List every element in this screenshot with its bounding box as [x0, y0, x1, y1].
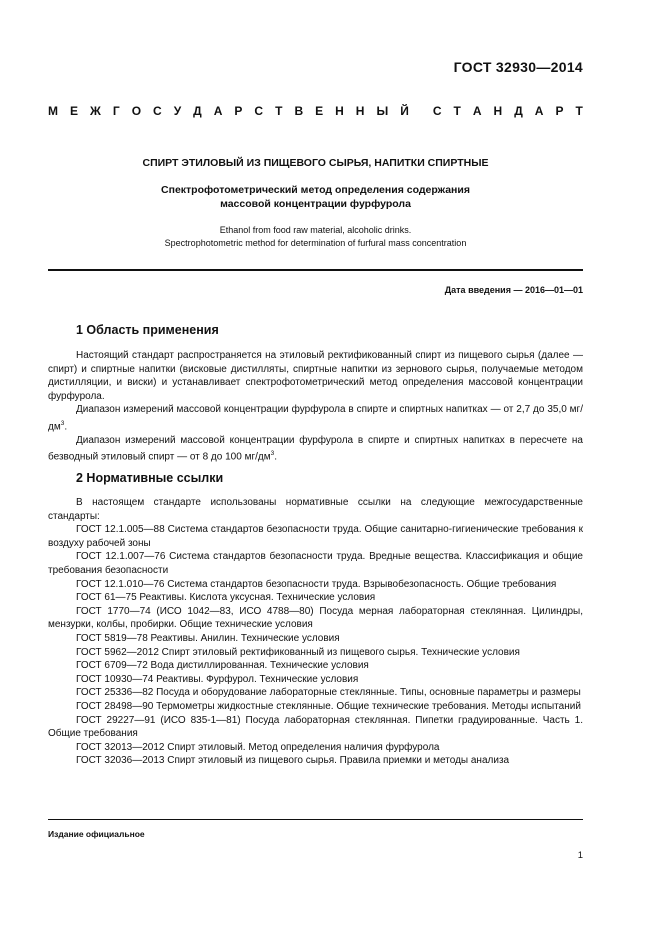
- reference-item: ГОСТ 25336—82 Посуда и оборудование лабораторные стеклянные. Типы, основные параметры и размеры: [76, 687, 581, 699]
- footer-rule: [48, 819, 583, 820]
- standard-type-letter: М: [48, 104, 58, 118]
- standard-type-letter: У: [173, 104, 182, 118]
- reference-item: ГОСТ 1770—74 (ИСО 1042—83, ИСО 4788—80) Посуда мерная лабораторная стеклянная. Цилиндры, мензурки, колбы, пробирки. Общие технические условия: [48, 605, 583, 631]
- page-number: 1: [577, 850, 583, 861]
- reference-item: ГОСТ 10930—74 Реактивы. Фурфурол. Технические условия: [76, 673, 359, 685]
- reference-item: ГОСТ 32013—2012 Спирт этиловый. Метод определения наличия фурфурола: [76, 741, 440, 753]
- standard-type-letter: С: [432, 104, 442, 118]
- document-title: СПИРТ ЭТИЛОВЫЙ ИЗ ПИЩЕВОГО СЫРЬЯ, НАПИТКИ СПИРТНЫЕ: [142, 157, 489, 169]
- standard-type-letter: Р: [234, 104, 243, 118]
- standard-type-letter: А: [213, 104, 223, 118]
- english-title-line: Ethanol from food raw material, alcoholic drinks.: [219, 225, 412, 235]
- standard-type-letter: Е: [70, 104, 79, 118]
- reference-item: ГОСТ 12.1.007—76 Система стандартов безопасности труда. Вредные вещества. Классификация и общие требования безопасности: [48, 551, 583, 576]
- standard-type-letter: Г: [112, 104, 120, 118]
- section-2-body: [48, 496, 583, 768]
- superscript: 3: [270, 450, 275, 458]
- paragraph: В настоящем стандарте использованы нормативные ссылки на следующие межгосударственные стандарты:: [48, 497, 583, 522]
- standard-type-letter: С: [254, 104, 264, 118]
- subtitle-line: Спектрофотометрический метод определения содержания: [161, 184, 470, 196]
- paragraph-end: .: [64, 421, 68, 433]
- standard-type-letter: Й: [400, 104, 409, 118]
- section-2-heading: 2 Нормативные ссылки: [76, 471, 224, 485]
- standard-type-letter: Ж: [90, 104, 101, 118]
- reference-item: ГОСТ 61—75 Реактивы. Кислота уксусная. Технические условия: [76, 592, 376, 604]
- standard-type-letter: А: [534, 104, 544, 118]
- paragraph-text: Диапазон измерений массовой концентрации фурфурола в спирте и спиртных напитках в пересчете на безводный этиловый спирт — от 8 до 100 мг/дм: [48, 434, 583, 463]
- reference-item: ГОСТ 12.1.005—88 Система стандартов безопасности труда. Общие санитарно-гигиенические требования к воздуху рабочей зоны: [48, 524, 583, 549]
- standard-type-line: [48, 104, 583, 118]
- standard-type-letter: В: [294, 104, 304, 118]
- standard-type-letter: Р: [555, 104, 564, 118]
- standard-type-letter: С: [153, 104, 162, 118]
- reference-item: ГОСТ 28498—90 Термометры жидкостные стеклянные. Общие технические требования. Методы испытаний: [76, 700, 581, 712]
- official-edition-label: Издание официальное: [48, 829, 145, 839]
- section-1-heading: 1 Область применения: [76, 323, 219, 337]
- section-1-body: [48, 349, 583, 464]
- paragraph-end: .: [274, 451, 277, 463]
- english-title: [48, 224, 583, 250]
- standard-type-letter: Н: [335, 104, 344, 118]
- reference-item: ГОСТ 5819—78 Реактивы. Анилин. Технические условия: [76, 632, 340, 644]
- standard-type-letter: Т: [275, 104, 283, 118]
- paragraph: [48, 403, 583, 434]
- standard-type-letter: Ы: [376, 104, 389, 118]
- introduction-date: Дата введения — 2016—01—01: [444, 285, 583, 295]
- standard-type-letter: Д: [193, 104, 202, 118]
- superscript: 3: [60, 419, 65, 427]
- document-subtitle: [48, 183, 583, 211]
- english-title-line: Spectrophotometric method for determination of furfural mass concentration: [164, 238, 467, 248]
- standard-type-letter: Н: [493, 104, 503, 118]
- standard-type-letter: Т: [453, 104, 461, 118]
- standard-type-letter: Д: [514, 104, 523, 118]
- document-code: ГОСТ 32930—2014: [453, 59, 583, 75]
- reference-item: ГОСТ 32036—2013 Спирт этиловый из пищевого сырья. Правила приемки и методы анализа: [76, 755, 510, 767]
- paragraph: Настоящий стандарт распространяется на этиловый ректификованный спирт из пищевого сырья (далее — спирт) и спиртные напитки (висковые дистилляты, спиртные напитки из зернового сырья, получаемые методом дистилляции, и виски) и устанавливает спектрофотометрический метод определения массовой концентрации фурфурола.: [48, 350, 583, 402]
- paragraph: [48, 434, 583, 465]
- subtitle-line: массовой концентрации фурфурола: [220, 198, 411, 210]
- reference-item: ГОСТ 6709—72 Вода дистиллированная. Технические условия: [76, 660, 369, 672]
- standard-type-letter: Н: [355, 104, 365, 118]
- standard-type-letter: Е: [315, 104, 324, 118]
- reference-item: ГОСТ 5962—2012 Спирт этиловый ректификованный из пищевого сырья. Технические условия: [76, 646, 520, 658]
- standard-type-letter: О: [131, 104, 142, 118]
- horizontal-rule: [48, 269, 583, 271]
- standard-type-letter: А: [472, 104, 482, 118]
- reference-item: ГОСТ 29227—91 (ИСО 835-1—81) Посуда лабораторная стеклянная. Пипетки градуированные. Часть 1. Общие требования: [48, 714, 583, 740]
- standard-type-letter: Т: [575, 104, 583, 118]
- paragraph-text: Диапазон измерений массовой концентрации фурфурола в спирте и спиртных напитках — от 2,7 до 35,0 мг/дм: [48, 404, 583, 433]
- reference-item: ГОСТ 12.1.010—76 Система стандартов безопасности труда. Взрывобезопасность. Общие требования: [76, 578, 557, 590]
